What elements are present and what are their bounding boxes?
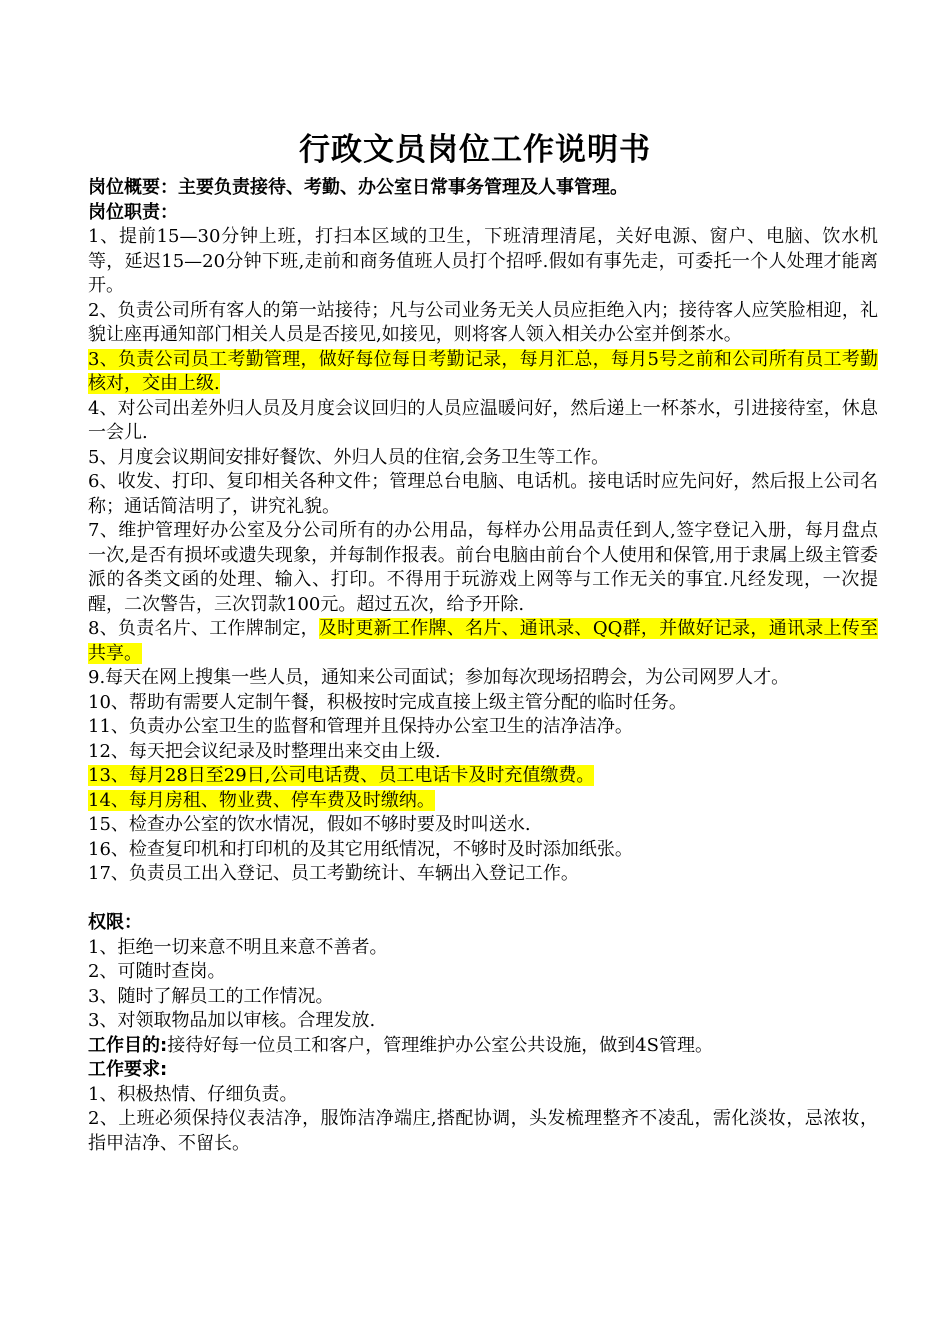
duty-item-4: 4、对公司出差外归人员及月度会议回归的人员应温暖问好，然后递上一杯茶水，引进接待室，休息一会儿. xyxy=(88,397,878,443)
duty-item-15: 15、检查办公室的饮水情况，假如不够时要及时叫送水. xyxy=(88,814,531,835)
authority-item-1: 1、拒绝一切来意不明且来意不善者。 xyxy=(88,936,388,958)
overview-line: 岗位概要：主要负责接待、考勤、办公室日常事务管理及人事管理。 xyxy=(88,177,628,198)
document-body xyxy=(88,176,878,1156)
duty-item-14-highlight: 14、每月房租、物业费、停车费及时缴纳。 xyxy=(88,789,435,811)
requirements-heading: 工作要求: xyxy=(88,1059,168,1080)
duty-item-10: 10、帮助有需要人定制午餐，积极按时完成直接上级主管分配的临时任务。 xyxy=(88,691,687,713)
purpose-line xyxy=(88,1034,878,1059)
duty-item-11: 11、负责办公室卫生的监督和管理并且保持办公室卫生的洁净洁净。 xyxy=(88,716,633,737)
duty-item-7: 7、维护管理好办公室及分公司所有的办公用品，每样办公用品责任到人,签字登记入册，每月盘点一次,是否有损坏或遗失现象，并每制作报表。前台电脑由前台个人使用和保管,用于隶属上级主管委派的各类文函的处理、输入、打印。不得用于玩游戏上网等与工作无关的事宜.凡经发现，一次提醒，二次警告，三次罚款100元。超过五次，给予开除. xyxy=(88,520,878,615)
duty-item-3 xyxy=(88,348,878,397)
duty-item-13 xyxy=(88,764,878,789)
duties-heading: 岗位职责： xyxy=(88,201,178,223)
purpose-label: 工作目的: xyxy=(88,1034,168,1056)
duty-item-14 xyxy=(88,789,878,814)
authority-item-3: 3、随时了解员工的工作情况。 xyxy=(88,985,334,1007)
duty-item-8-highlight: 及时更新工作牌、名片、通讯录、QQ群，并做好记录，通讯录上传至共享。 xyxy=(88,618,879,664)
duty-item-8 xyxy=(88,617,878,666)
duty-item-16: 16、检查复印机和打印机的及其它用纸情况，不够时及时添加纸张。 xyxy=(88,838,633,860)
duty-item-8-plain: 8、负责名片、工作牌制定， xyxy=(88,618,319,639)
duty-item-9: 9.每天在网上搜集一些人员，通知来公司面试；参加每次现场招聘会，为公司网罗人才。 xyxy=(88,667,790,688)
duty-item-17: 17、负责员工出入登记、员工考勤统计、车辆出入登记工作。 xyxy=(88,863,579,884)
requirement-item-1: 1、积极热情、仔细负责。 xyxy=(88,1083,298,1105)
requirement-item-2: 2、上班必须保持仪表洁净，服饰洁净端庄,搭配协调，头发梳理整齐不凌乱，需化淡妆，忌浓妆，指甲洁净、不留长。 xyxy=(88,1108,878,1154)
duty-item-3-highlight: 3、负责公司员工考勤管理，做好每位每日考勤记录，每月汇总，每月5号之前和公司所有员工考勤核对，交由上级. xyxy=(88,348,878,394)
document-title: 行政文员岗位工作说明书 xyxy=(299,132,651,168)
duty-item-6: 6、收发、打印、复印相关各种文件；管理总台电脑、电话机。接电话时应先问好，然后报上公司名称；通话简洁明了，讲究礼貌。 xyxy=(88,471,878,517)
purpose-text: 接待好每一位员工和客户，管理维护办公室公共设施，做到4S管理。 xyxy=(167,1034,713,1056)
duty-item-2: 2、负责公司所有客人的第一站接待；凡与公司业务无关人员应拒绝入内；接待客人应笑脸相迎，礼貌让座再通知部门相关人员是否接见,如接见，则将客人领入相关办公室并倒茶水。 xyxy=(88,299,878,345)
section-spacer xyxy=(88,887,878,912)
duty-item-12: 12、每天把会议纪录及时整理出来交由上级. xyxy=(88,740,441,762)
duty-item-1: 1、提前15—30分钟上班，打扫本区域的卫生，下班清理清尾，关好电源、窗户、电脑、饮水机等，延迟15—20分钟下班,走前和商务值班人员打个招呼.假如有事先走，可委托一个人处理才能离开。 xyxy=(88,226,878,296)
duty-item-5: 5、月度会议期间安排好餐饮、外归人员的住宿,会务卫生等工作。 xyxy=(88,446,610,468)
authority-item-2: 2、可随时查岗。 xyxy=(88,961,226,982)
authority-heading: 权限： xyxy=(88,912,142,933)
authority-item-4: 3、对领取物品加以审核。合理发放. xyxy=(88,1010,376,1031)
duty-item-13-highlight: 13、每月28日至29日,公司电话费、员工电话卡及时充值缴费。 xyxy=(88,765,595,786)
